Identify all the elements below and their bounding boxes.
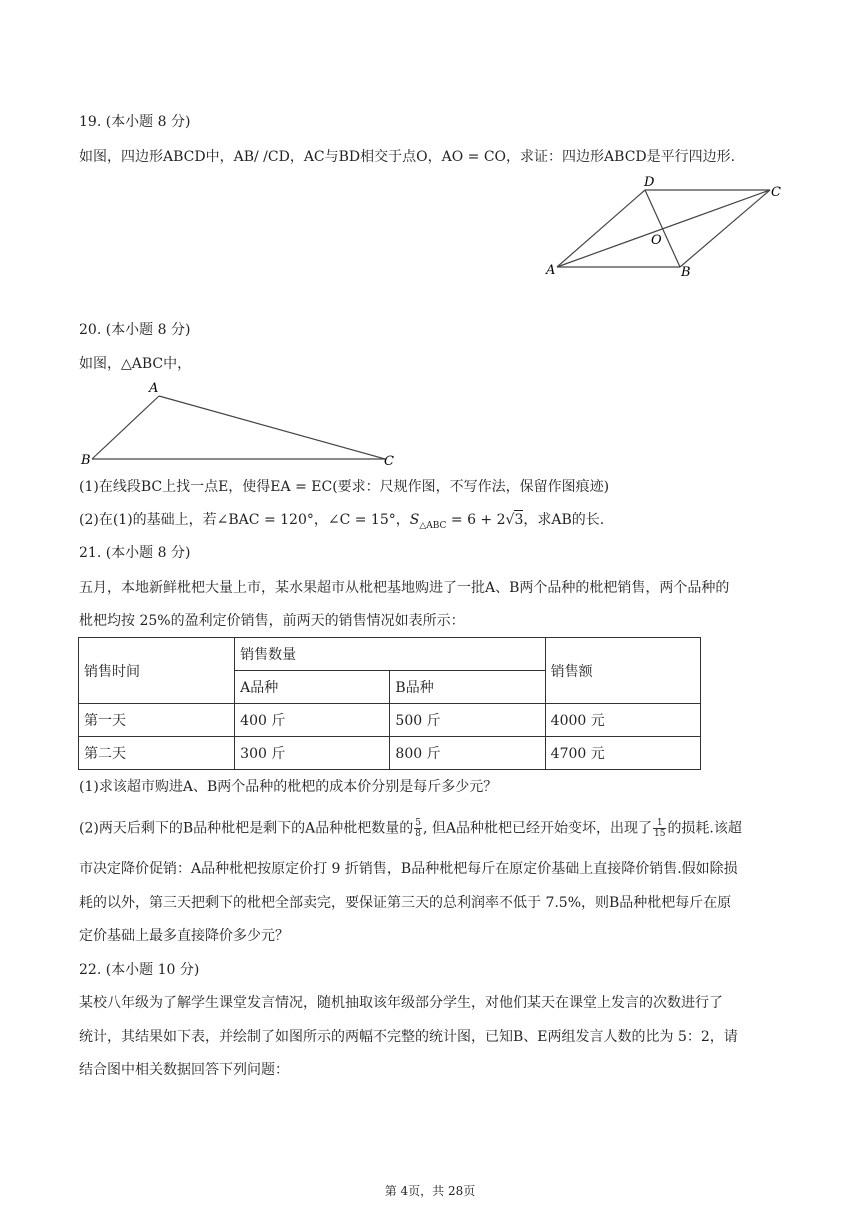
fraction-numerator: 1	[653, 818, 666, 829]
parallelogram-figure	[540, 172, 790, 280]
point-label-o: O	[651, 233, 662, 248]
vertex-label-a: A	[546, 263, 556, 278]
vertex-label-d: D	[644, 175, 655, 190]
table-cell-amount: 4000 元	[545, 704, 700, 737]
table-header-time: 销售时间	[79, 638, 235, 704]
q21-part2-line1	[79, 818, 742, 839]
area-symbol: S	[409, 512, 420, 528]
fraction-denominator: 8	[415, 829, 421, 839]
fraction-five-eighths	[414, 818, 422, 839]
q22-line3: 结合图中相关数据回答下列问题：	[79, 1062, 289, 1078]
table-header-variety-b: B品种	[390, 671, 545, 704]
sqrt-radicand: 3	[514, 512, 524, 528]
q19-text: 如图，四边形ABCD中，AB/ /CD，AC与BD相交于点O，AO = CO，求证：四边形ABCD是平行四边形.	[79, 149, 736, 165]
table-cell-day: 第二天	[79, 737, 235, 770]
table-cell-a: 300 斤	[235, 737, 390, 770]
vertex-label-b: B	[681, 265, 691, 280]
table-cell-day: 第一天	[79, 704, 235, 737]
table-cell-a: 400 斤	[235, 704, 390, 737]
vertex-label-c: C	[771, 185, 781, 200]
vertex-label-a: A	[149, 381, 159, 396]
q22-header: 22. (本小题 10 分)	[79, 962, 200, 978]
q21-part2-text-a: (2)两天后剩下的B品种枇杷是剩下的A品种枇杷数量的	[79, 820, 414, 837]
table-header-quantity: 销售数量	[235, 638, 546, 671]
q20-part1: (1)在线段BC上找一点E，使得EA = EC(要求：尺规作图，不写作法，保留作图痕迹)	[79, 479, 610, 495]
q20-part2-tail: ，求AB的长.	[523, 512, 605, 528]
q19-header: 19. (本小题 8 分)	[79, 114, 191, 130]
table-header-variety-a: A品种	[235, 671, 390, 704]
q20-part2	[79, 513, 604, 531]
q20-header: 20. (本小题 8 分)	[79, 322, 191, 338]
table-row	[79, 704, 701, 737]
vertex-label-b: B	[81, 453, 91, 468]
q20-part2-lead: (2)在(1)的基础上，若∠BAC = 120°，∠C = 15°，	[79, 512, 410, 528]
fraction-denominator: 15	[653, 829, 666, 839]
q22-line2: 统计，其结果如下表，并绘制了如图所示的两幅不完整的统计图，已知B、E两组发言人数的比为 5：2，请	[79, 1029, 738, 1045]
q22-line1: 某校八年级为了解学生课堂发言情况，随机抽取该年级部分学生，对他们某天在课堂上发言的次数进行了	[79, 995, 723, 1011]
triangle-figure	[78, 378, 400, 470]
q21-part2-text-b: , 但A品种枇杷已经开始变坏，出现了	[422, 820, 652, 837]
table-cell-b: 800 斤	[390, 737, 545, 770]
page-footer: 第 4页，共 28页	[384, 1184, 476, 1198]
q21-part2-line3: 耗的以外，第三天把剩下的枇杷全部卖完，要保证第三天的总利润率不低于 7.5%，则B品种枇杷每斤在原	[79, 895, 732, 911]
fraction-numerator: 5	[415, 818, 421, 828]
table-cell-b: 500 斤	[390, 704, 545, 737]
area-equation: = 6 + 2	[446, 512, 506, 528]
q21-part1: (1)求该超市购进A、B两个品种的枇杷的成本价分别是每斤多少元？	[79, 779, 498, 795]
area-subscript: △ABC	[419, 520, 447, 531]
q21-para-line2: 枇杷均按 25%的盈利定价销售，前两天的销售情况如表所示：	[79, 613, 465, 629]
vertex-label-c: C	[384, 454, 394, 469]
q21-header: 21. (本小题 8 分)	[79, 545, 191, 561]
fraction-one-fifteenth	[653, 818, 666, 839]
table-header-amount: 销售额	[545, 638, 700, 704]
sqrt-symbol: √	[505, 512, 515, 528]
q21-part2-text-c: 的损耗.该超	[667, 820, 742, 837]
q20-intro: 如图，△ABC中，	[79, 356, 192, 372]
q21-para-line1: 五月，本地新鲜枇杷大量上市，某水果超市从枇杷基地购进了一批A、B两个品种的枇杷销售，两个品种的	[79, 580, 730, 596]
table-row	[79, 737, 701, 770]
table-cell-amount: 4700 元	[545, 737, 700, 770]
q21-part2-line2: 市决定降价促销：A品种枇杷按原定价打 9 折销售，B品种枇杷每斤在原定价基础上直接降价销售.假如除损	[79, 861, 738, 877]
sales-table	[78, 637, 701, 770]
q21-part2-line4: 定价基础上最多直接降价多少元？	[79, 928, 289, 944]
